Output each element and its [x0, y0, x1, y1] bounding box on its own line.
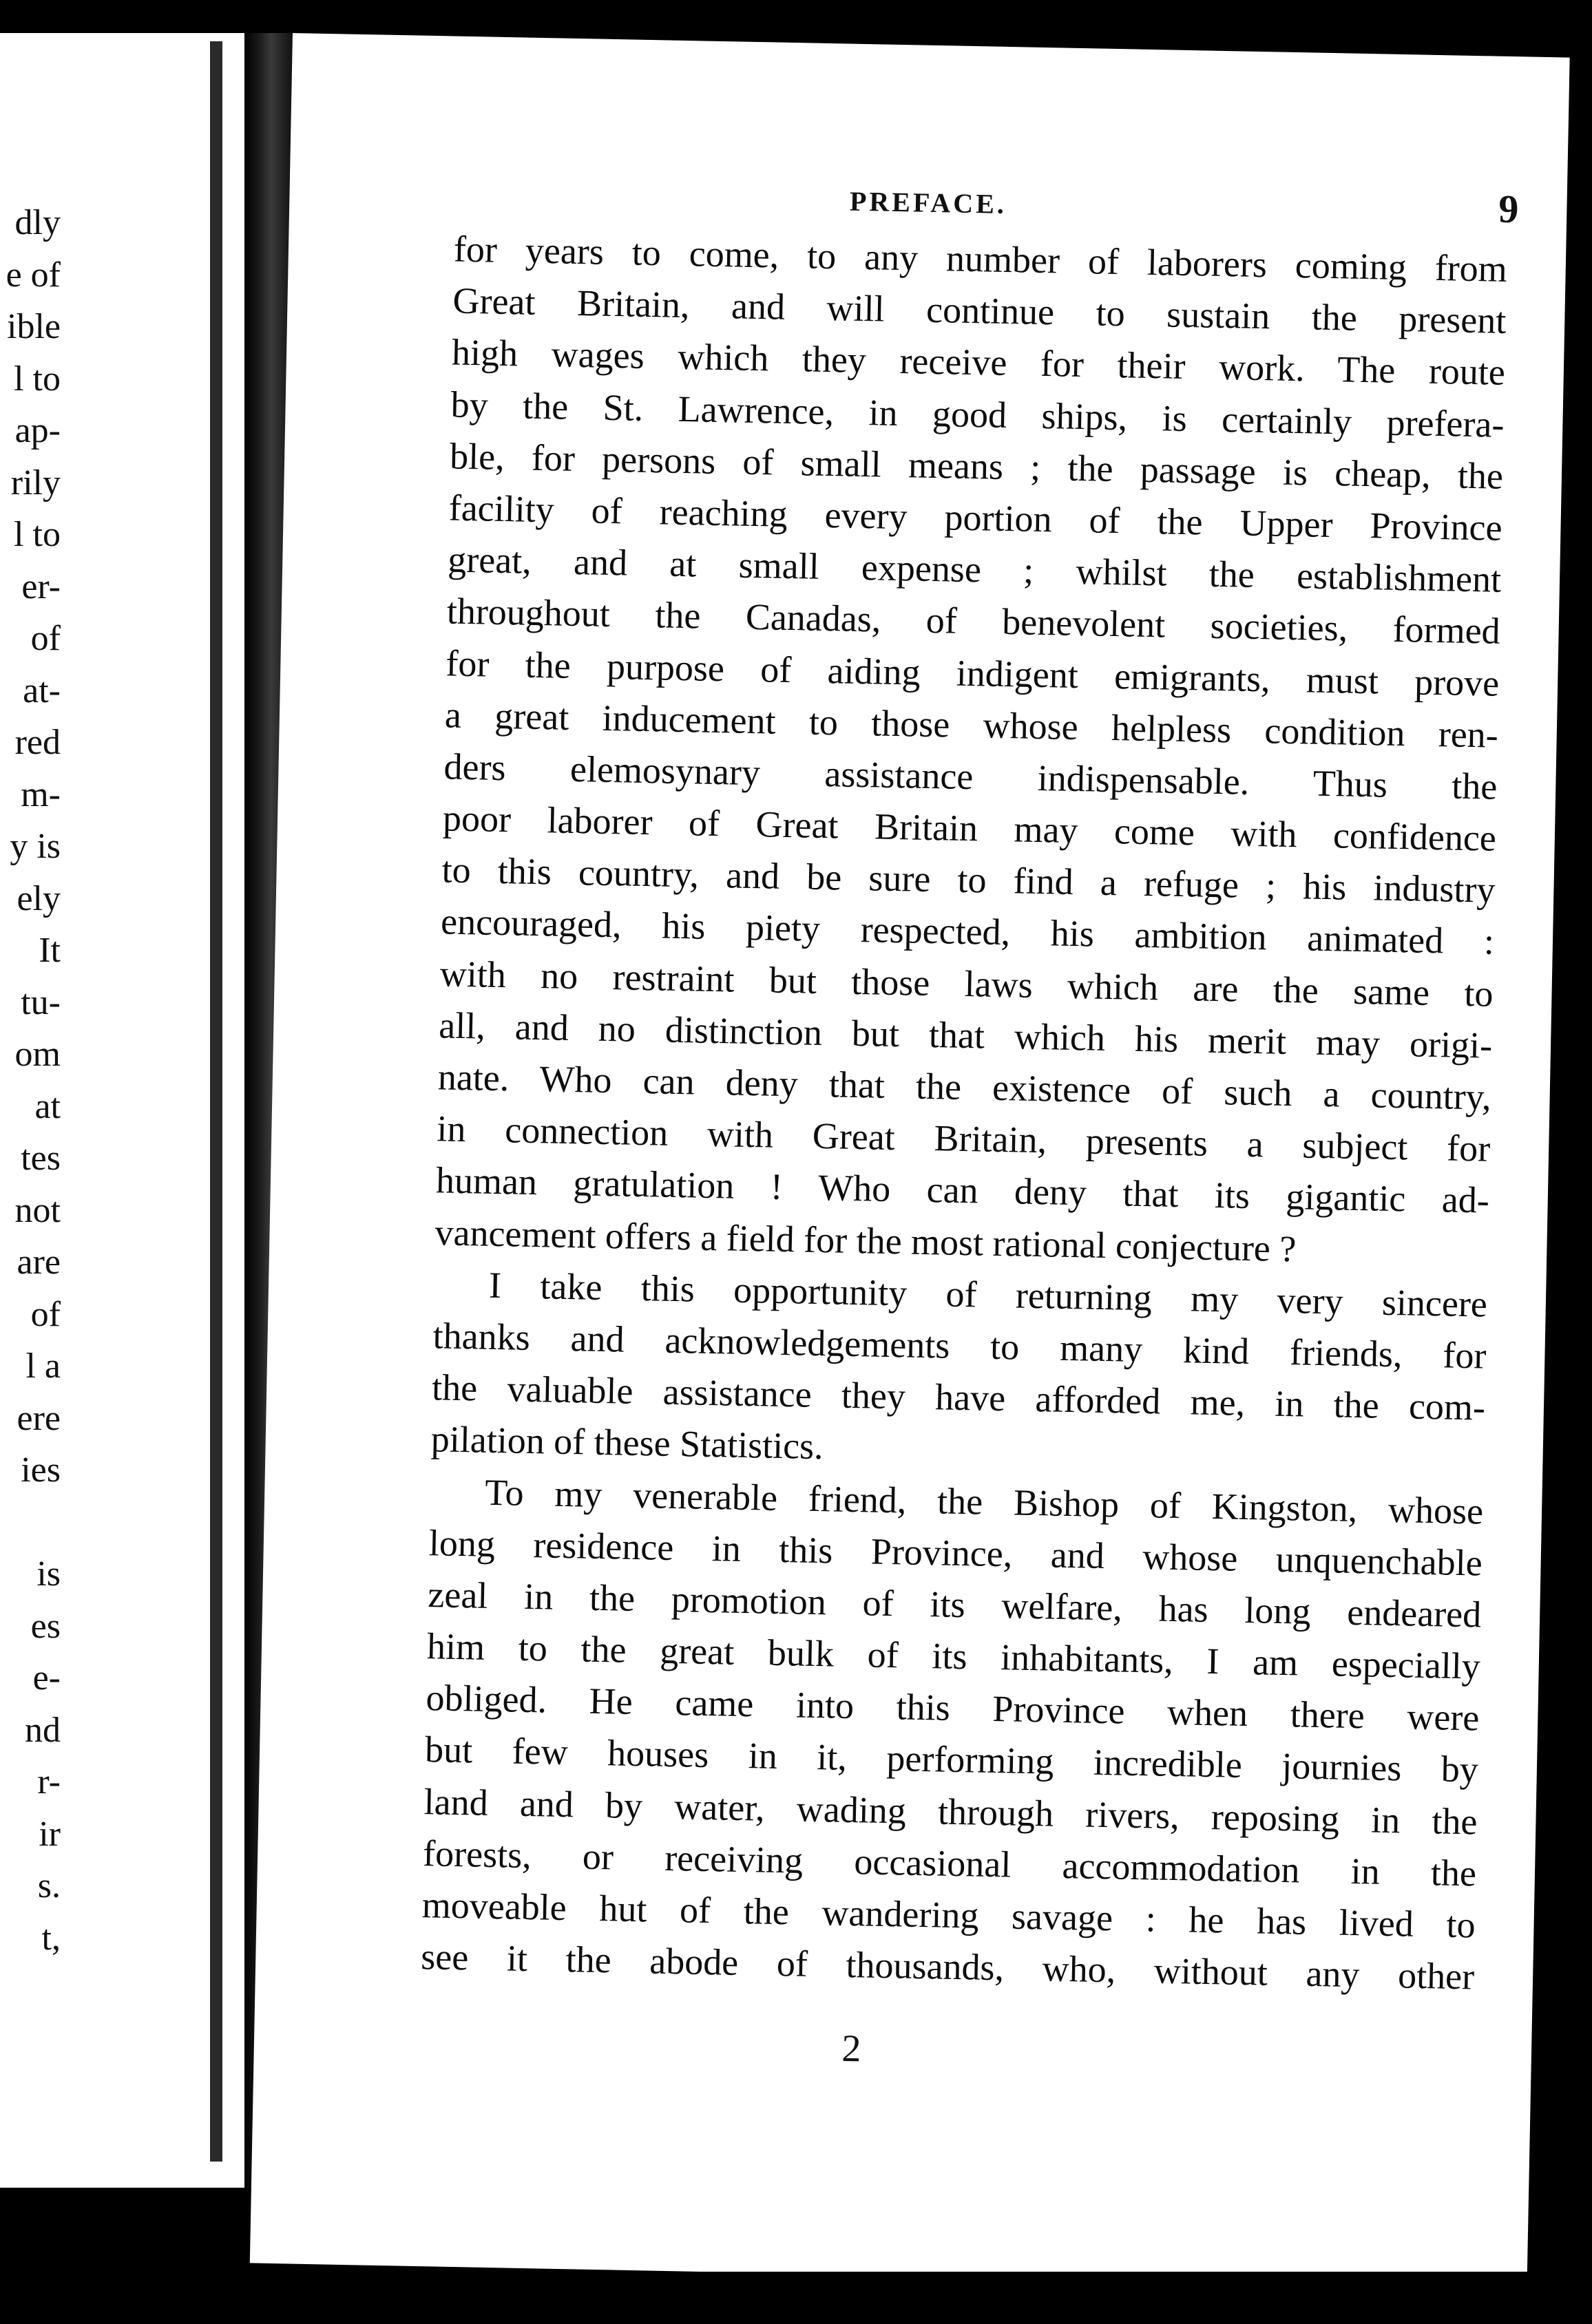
- text-line: human gratulation ! Who can deny that its gigantic ad-: [435, 1159, 1490, 1222]
- left-page-fragment: red: [14, 723, 61, 762]
- text-line: high wages which they receive for their work. The route: [451, 331, 1506, 394]
- text-line: thanks and acknowledgements to many kind friends, for: [432, 1315, 1487, 1377]
- left-page-fragment: tu-: [21, 982, 61, 1022]
- text-line: To my venerable friend, the Bishop of Kingston, whose: [484, 1471, 1484, 1532]
- left-page-fragment: of: [30, 619, 61, 658]
- scan-bottom-border: [0, 2272, 1592, 2324]
- left-page-text-fragments: [0, 197, 90, 1964]
- text-line: great, and at small expense ; whilst the establishment: [447, 538, 1502, 600]
- left-page-fragment: It: [39, 931, 61, 970]
- text-line: vancement offers a field for the most rational conjecture ?: [434, 1211, 1297, 1269]
- left-page-fragment: nd: [25, 1710, 61, 1750]
- text-line: ble, for persons of small means ; the passage is cheap, the: [449, 435, 1504, 497]
- text-line: for years to come, to any number of laborers coming from: [453, 228, 1508, 290]
- text-line: to this country, and be sure to find a refuge ; his industry: [441, 849, 1496, 911]
- left-page-fragment: not: [14, 1190, 61, 1230]
- left-page-fragment: ir: [39, 1814, 61, 1854]
- left-page-fragment: [0, 1497, 90, 1549]
- text-line: forests, or receiving occasional accommodation in the: [422, 1832, 1477, 1894]
- text-line: long residence in this Province, and whose unquenchable: [428, 1521, 1483, 1584]
- text-line: throughout the Canadas, of benevolent societies, formed: [446, 590, 1501, 653]
- text-line: for the purpose of aiding indigent emigrants, must prove: [445, 642, 1500, 704]
- left-page-fragment: rily: [10, 463, 61, 503]
- left-page-fragment: ap-: [14, 411, 61, 450]
- left-page-fragment: ies: [21, 1450, 61, 1490]
- text-line: ders elemosynary assistance indispensable. Thus the: [443, 746, 1498, 807]
- text-line: moveable hut of the wandering savage : he has lived to: [421, 1884, 1476, 1946]
- text-line: him to the great bulk of its inhabitants, I am especially: [426, 1625, 1481, 1687]
- text-line: the valuable assistance they have afforded me, in the com-: [431, 1366, 1486, 1428]
- left-page-fragment: tes: [21, 1139, 61, 1178]
- left-page-fragment: er-: [21, 567, 61, 606]
- left-page-fragment: l to: [14, 515, 61, 554]
- page-number: 9: [1498, 186, 1520, 232]
- text-line: see it the abode of thousands, who, without any other: [420, 1936, 1475, 1998]
- left-page-fragment: t,: [41, 1918, 61, 1958]
- left-page-fragment: dly: [14, 203, 61, 242]
- left-page-fragment: at: [34, 1086, 61, 1126]
- text-line: poor laborer of Great Britain may come with confidence: [442, 797, 1497, 859]
- body-text: [421, 224, 1508, 2003]
- left-page-edge: [0, 33, 244, 2188]
- left-page-fragment: l to: [14, 359, 61, 399]
- text-line: land and by water, wading through rivers, reposing in the: [423, 1780, 1478, 1843]
- book-page: [250, 33, 1570, 2288]
- left-page-fragment: om: [14, 1035, 61, 1074]
- left-page-fragment: is: [36, 1554, 61, 1594]
- text-line: but few houses in it, performing incredible journies by: [424, 1729, 1479, 1790]
- left-page-fragment: s.: [37, 1866, 61, 1905]
- left-page-fragment: of: [30, 1294, 61, 1334]
- left-page-fragment: e of: [6, 255, 61, 295]
- left-page-fragment: l a: [25, 1346, 61, 1386]
- text-line: by the St. Lawrence, in good ships, is certainly prefera-: [450, 383, 1505, 445]
- left-page-fragment: y is: [10, 827, 61, 866]
- left-page-fragment: ere: [17, 1398, 61, 1438]
- text-line: with no restraint but those laws which are the same to: [439, 952, 1494, 1015]
- text-line: all, and no distinction but that which his merit may origi-: [438, 1004, 1493, 1066]
- left-page-fragment: es: [30, 1606, 61, 1646]
- text-line: obliged. He came into this Province when there were: [426, 1677, 1480, 1739]
- left-page-fragment: m-: [21, 774, 61, 814]
- text-line: nate. Who can deny that the existence of such a country,: [437, 1056, 1492, 1118]
- left-page-fragment: r-: [37, 1762, 61, 1802]
- text-line: a great inducement to those whose helpless condition ren-: [444, 694, 1499, 756]
- left-page-fragment: e-: [32, 1658, 61, 1698]
- text-line: zeal in the promotion of its welfare, has long endeared: [427, 1574, 1482, 1636]
- running-head: PREFACE.: [849, 185, 1007, 220]
- text-line: I take this opportunity of returning my very sincere: [488, 1264, 1488, 1325]
- signature-mark: 2: [841, 2027, 862, 2071]
- text-line: in connection with Great Britain, presents a subject for: [436, 1108, 1491, 1170]
- text-line: encouraged, his piety respected, his ambition animated :: [440, 900, 1495, 963]
- left-page-fragment: ible: [7, 307, 61, 346]
- text-line: Great Britain, and will continue to sustain the present: [452, 279, 1507, 342]
- left-page-fragment: ely: [17, 878, 61, 918]
- left-page-fragment: at-: [23, 670, 61, 710]
- text-line: facility of reaching every portion of the Upper Province: [448, 487, 1503, 549]
- left-page-fragment: are: [17, 1243, 61, 1282]
- gutter-line: [210, 41, 222, 2162]
- text-line: pilation of these Statistics.: [430, 1418, 824, 1468]
